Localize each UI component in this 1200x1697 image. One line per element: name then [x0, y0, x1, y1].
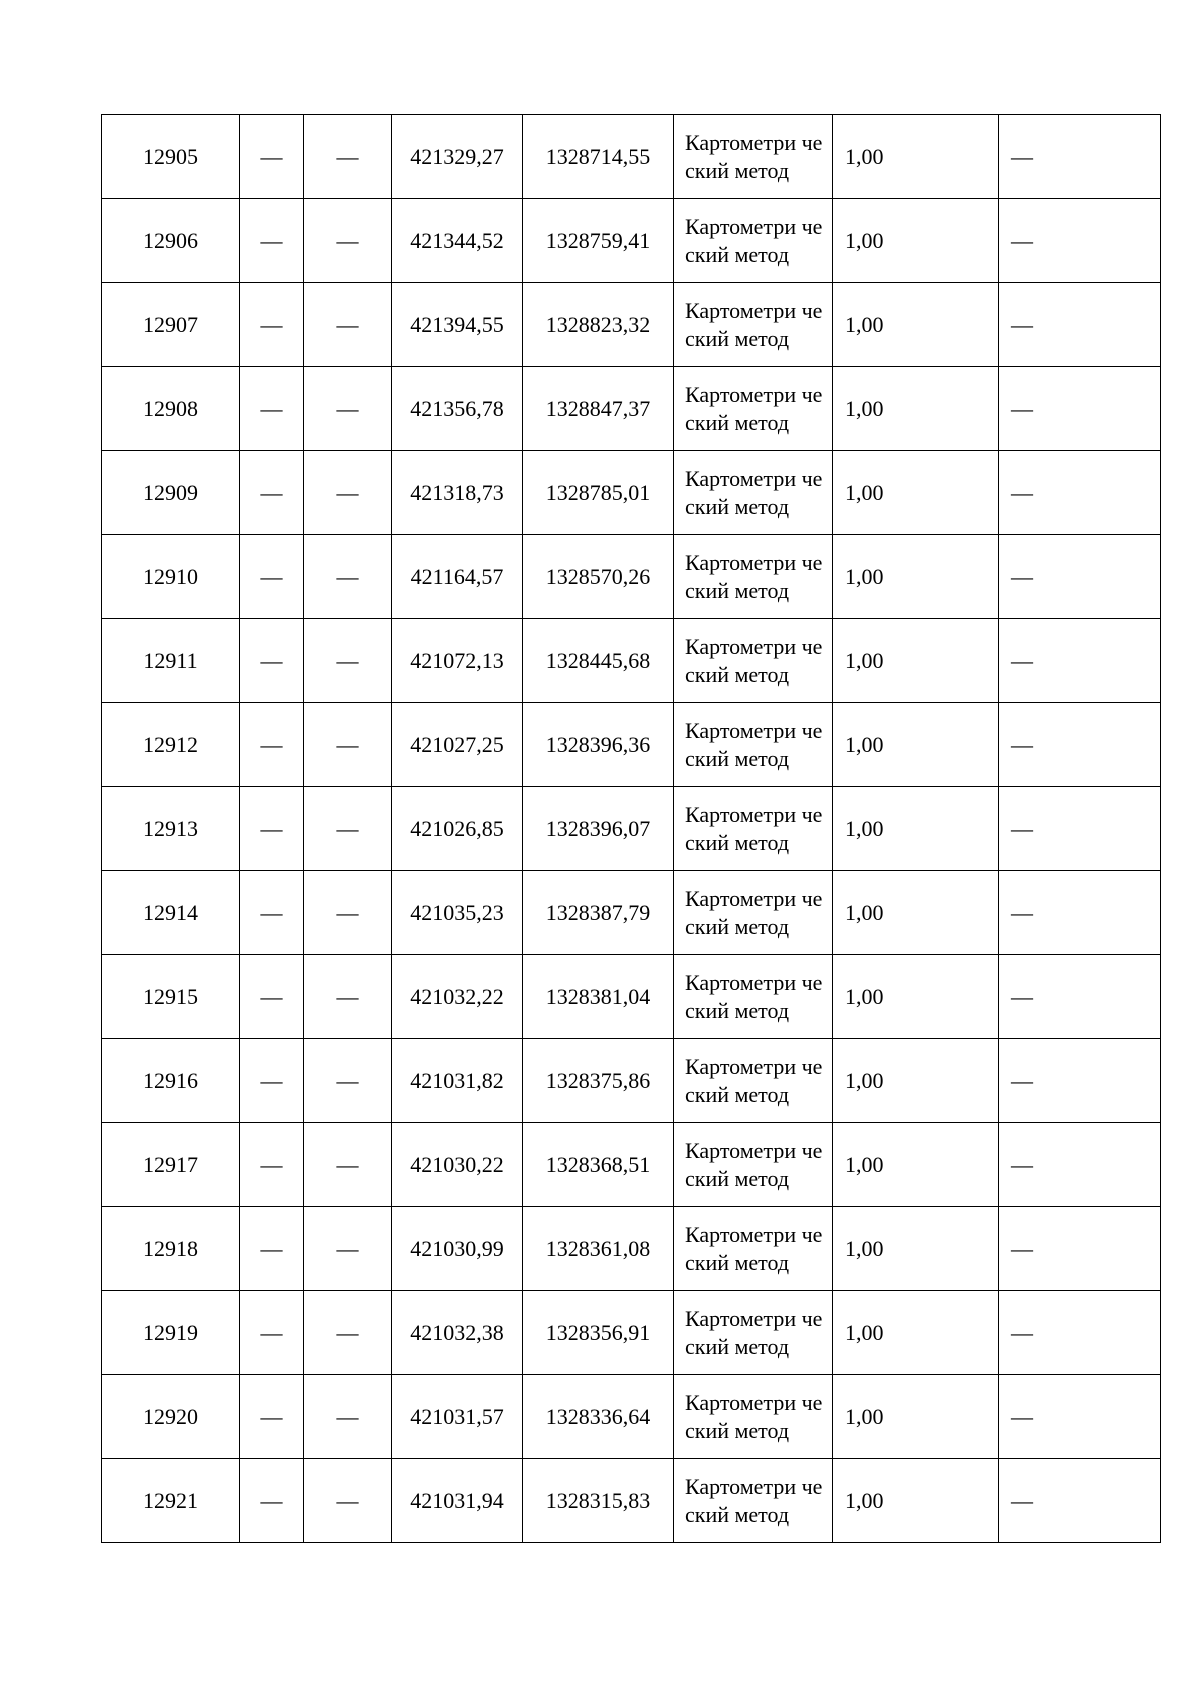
y-coordinate-cell: 1328823,32 — [523, 283, 674, 367]
method-cell — [674, 535, 833, 619]
table-row — [102, 1375, 1161, 1459]
accuracy-cell: 1,00 — [833, 535, 999, 619]
method-text: Картометри ческий метод — [685, 1473, 823, 1527]
point-number-cell: 12918 — [102, 1207, 240, 1291]
x-coordinate-cell: 421344,52 — [392, 199, 523, 283]
method-cell — [674, 1459, 833, 1543]
method-cell — [674, 1375, 833, 1459]
point-number-cell: 12913 — [102, 787, 240, 871]
y-coordinate-cell: 1328785,01 — [523, 451, 674, 535]
point-number-cell: 12906 — [102, 199, 240, 283]
y-coordinate-cell: 1328714,55 — [523, 115, 674, 199]
method-cell — [674, 871, 833, 955]
empty-cell: — — [304, 787, 392, 871]
empty-cell: — — [304, 1123, 392, 1207]
empty-cell: — — [304, 283, 392, 367]
description-cell: — — [999, 1291, 1161, 1375]
table-row — [102, 367, 1161, 451]
description-cell: — — [999, 115, 1161, 199]
description-cell: — — [999, 955, 1161, 1039]
description-cell: — — [999, 871, 1161, 955]
y-coordinate-cell: 1328570,26 — [523, 535, 674, 619]
table-row — [102, 1291, 1161, 1375]
method-cell — [674, 115, 833, 199]
method-text: Картометри ческий метод — [685, 1305, 823, 1359]
empty-cell: — — [240, 955, 304, 1039]
empty-cell: — — [240, 1375, 304, 1459]
empty-cell: — — [304, 199, 392, 283]
y-coordinate-cell: 1328361,08 — [523, 1207, 674, 1291]
description-cell: — — [999, 1207, 1161, 1291]
y-coordinate-cell: 1328396,07 — [523, 787, 674, 871]
x-coordinate-cell: 421318,73 — [392, 451, 523, 535]
point-number-cell: 12915 — [102, 955, 240, 1039]
empty-cell: — — [240, 199, 304, 283]
y-coordinate-cell: 1328375,86 — [523, 1039, 674, 1123]
accuracy-cell: 1,00 — [833, 115, 999, 199]
empty-cell: — — [240, 367, 304, 451]
method-cell — [674, 1291, 833, 1375]
accuracy-cell: 1,00 — [833, 619, 999, 703]
empty-cell: — — [304, 451, 392, 535]
table-row — [102, 703, 1161, 787]
empty-cell: — — [304, 1375, 392, 1459]
description-cell: — — [999, 703, 1161, 787]
empty-cell: — — [240, 1291, 304, 1375]
method-text: Картометри ческий метод — [685, 633, 823, 687]
description-cell: — — [999, 1459, 1161, 1543]
method-cell — [674, 1123, 833, 1207]
empty-cell: — — [304, 535, 392, 619]
x-coordinate-cell: 421032,38 — [392, 1291, 523, 1375]
empty-cell: — — [240, 787, 304, 871]
x-coordinate-cell: 421030,99 — [392, 1207, 523, 1291]
description-cell: — — [999, 619, 1161, 703]
point-number-cell: 12905 — [102, 115, 240, 199]
accuracy-cell: 1,00 — [833, 1039, 999, 1123]
empty-cell: — — [240, 535, 304, 619]
x-coordinate-cell: 421027,25 — [392, 703, 523, 787]
empty-cell: — — [304, 1459, 392, 1543]
coordinates-table — [101, 114, 1161, 1543]
accuracy-cell: 1,00 — [833, 871, 999, 955]
empty-cell: — — [240, 1207, 304, 1291]
empty-cell: — — [240, 1459, 304, 1543]
point-number-cell: 12908 — [102, 367, 240, 451]
table-row — [102, 871, 1161, 955]
method-cell — [674, 367, 833, 451]
x-coordinate-cell: 421394,55 — [392, 283, 523, 367]
empty-cell: — — [240, 703, 304, 787]
x-coordinate-cell: 421164,57 — [392, 535, 523, 619]
table-row — [102, 283, 1161, 367]
point-number-cell: 12919 — [102, 1291, 240, 1375]
x-coordinate-cell: 421072,13 — [392, 619, 523, 703]
table-row — [102, 1039, 1161, 1123]
empty-cell: — — [240, 1123, 304, 1207]
y-coordinate-cell: 1328847,37 — [523, 367, 674, 451]
method-text: Картометри ческий метод — [685, 1137, 823, 1191]
method-text: Картометри ческий метод — [685, 801, 823, 855]
description-cell: — — [999, 787, 1161, 871]
x-coordinate-cell: 421026,85 — [392, 787, 523, 871]
method-text: Картометри ческий метод — [685, 1389, 823, 1443]
accuracy-cell: 1,00 — [833, 199, 999, 283]
empty-cell: — — [304, 367, 392, 451]
x-coordinate-cell: 421356,78 — [392, 367, 523, 451]
description-cell: — — [999, 367, 1161, 451]
method-text: Картометри ческий метод — [685, 1221, 823, 1275]
y-coordinate-cell: 1328368,51 — [523, 1123, 674, 1207]
empty-cell: — — [304, 115, 392, 199]
accuracy-cell: 1,00 — [833, 451, 999, 535]
x-coordinate-cell: 421035,23 — [392, 871, 523, 955]
description-cell: — — [999, 283, 1161, 367]
accuracy-cell: 1,00 — [833, 955, 999, 1039]
method-text: Картометри ческий метод — [685, 381, 823, 435]
empty-cell: — — [240, 619, 304, 703]
x-coordinate-cell: 421032,22 — [392, 955, 523, 1039]
point-number-cell: 12912 — [102, 703, 240, 787]
y-coordinate-cell: 1328759,41 — [523, 199, 674, 283]
accuracy-cell: 1,00 — [833, 367, 999, 451]
description-cell: — — [999, 1375, 1161, 1459]
table-row — [102, 535, 1161, 619]
x-coordinate-cell: 421031,57 — [392, 1375, 523, 1459]
description-cell: — — [999, 535, 1161, 619]
y-coordinate-cell: 1328396,36 — [523, 703, 674, 787]
accuracy-cell: 1,00 — [833, 1459, 999, 1543]
method-cell — [674, 955, 833, 1039]
table-row — [102, 787, 1161, 871]
point-number-cell: 12917 — [102, 1123, 240, 1207]
method-cell — [674, 1207, 833, 1291]
table-row — [102, 1123, 1161, 1207]
method-cell — [674, 451, 833, 535]
table-body — [102, 115, 1161, 1543]
point-number-cell: 12907 — [102, 283, 240, 367]
description-cell: — — [999, 451, 1161, 535]
x-coordinate-cell: 421031,82 — [392, 1039, 523, 1123]
y-coordinate-cell: 1328381,04 — [523, 955, 674, 1039]
method-cell — [674, 283, 833, 367]
point-number-cell: 12914 — [102, 871, 240, 955]
accuracy-cell: 1,00 — [833, 283, 999, 367]
method-text: Картометри ческий метод — [685, 969, 823, 1023]
method-cell — [674, 787, 833, 871]
empty-cell: — — [240, 451, 304, 535]
method-text: Картометри ческий метод — [685, 549, 823, 603]
method-text: Картометри ческий метод — [685, 1053, 823, 1107]
y-coordinate-cell: 1328315,83 — [523, 1459, 674, 1543]
method-cell — [674, 1039, 833, 1123]
empty-cell: — — [304, 1207, 392, 1291]
point-number-cell: 12911 — [102, 619, 240, 703]
accuracy-cell: 1,00 — [833, 787, 999, 871]
method-cell — [674, 199, 833, 283]
table-row — [102, 451, 1161, 535]
point-number-cell: 12910 — [102, 535, 240, 619]
table-row — [102, 115, 1161, 199]
table-row — [102, 1207, 1161, 1291]
method-cell — [674, 619, 833, 703]
x-coordinate-cell: 421030,22 — [392, 1123, 523, 1207]
method-text: Картометри ческий метод — [685, 717, 823, 771]
accuracy-cell: 1,00 — [833, 1123, 999, 1207]
empty-cell: — — [240, 871, 304, 955]
empty-cell: — — [240, 115, 304, 199]
method-text: Картометри ческий метод — [685, 213, 823, 267]
x-coordinate-cell: 421329,27 — [392, 115, 523, 199]
empty-cell: — — [304, 703, 392, 787]
table-row — [102, 1459, 1161, 1543]
empty-cell: — — [304, 871, 392, 955]
point-number-cell: 12909 — [102, 451, 240, 535]
method-text: Картометри ческий метод — [685, 129, 823, 183]
empty-cell: — — [304, 1291, 392, 1375]
y-coordinate-cell: 1328336,64 — [523, 1375, 674, 1459]
method-text: Картометри ческий метод — [685, 885, 823, 939]
empty-cell: — — [304, 955, 392, 1039]
y-coordinate-cell: 1328445,68 — [523, 619, 674, 703]
y-coordinate-cell: 1328387,79 — [523, 871, 674, 955]
empty-cell: — — [304, 1039, 392, 1123]
method-text: Картометри ческий метод — [685, 465, 823, 519]
point-number-cell: 12921 — [102, 1459, 240, 1543]
table-row — [102, 619, 1161, 703]
description-cell: — — [999, 199, 1161, 283]
y-coordinate-cell: 1328356,91 — [523, 1291, 674, 1375]
method-cell — [674, 703, 833, 787]
accuracy-cell: 1,00 — [833, 1291, 999, 1375]
table-row — [102, 199, 1161, 283]
point-number-cell: 12916 — [102, 1039, 240, 1123]
point-number-cell: 12920 — [102, 1375, 240, 1459]
x-coordinate-cell: 421031,94 — [392, 1459, 523, 1543]
description-cell: — — [999, 1123, 1161, 1207]
empty-cell: — — [240, 1039, 304, 1123]
description-cell: — — [999, 1039, 1161, 1123]
method-text: Картометри ческий метод — [685, 297, 823, 351]
table-row — [102, 955, 1161, 1039]
accuracy-cell: 1,00 — [833, 703, 999, 787]
empty-cell: — — [304, 619, 392, 703]
accuracy-cell: 1,00 — [833, 1375, 999, 1459]
accuracy-cell: 1,00 — [833, 1207, 999, 1291]
empty-cell: — — [240, 283, 304, 367]
